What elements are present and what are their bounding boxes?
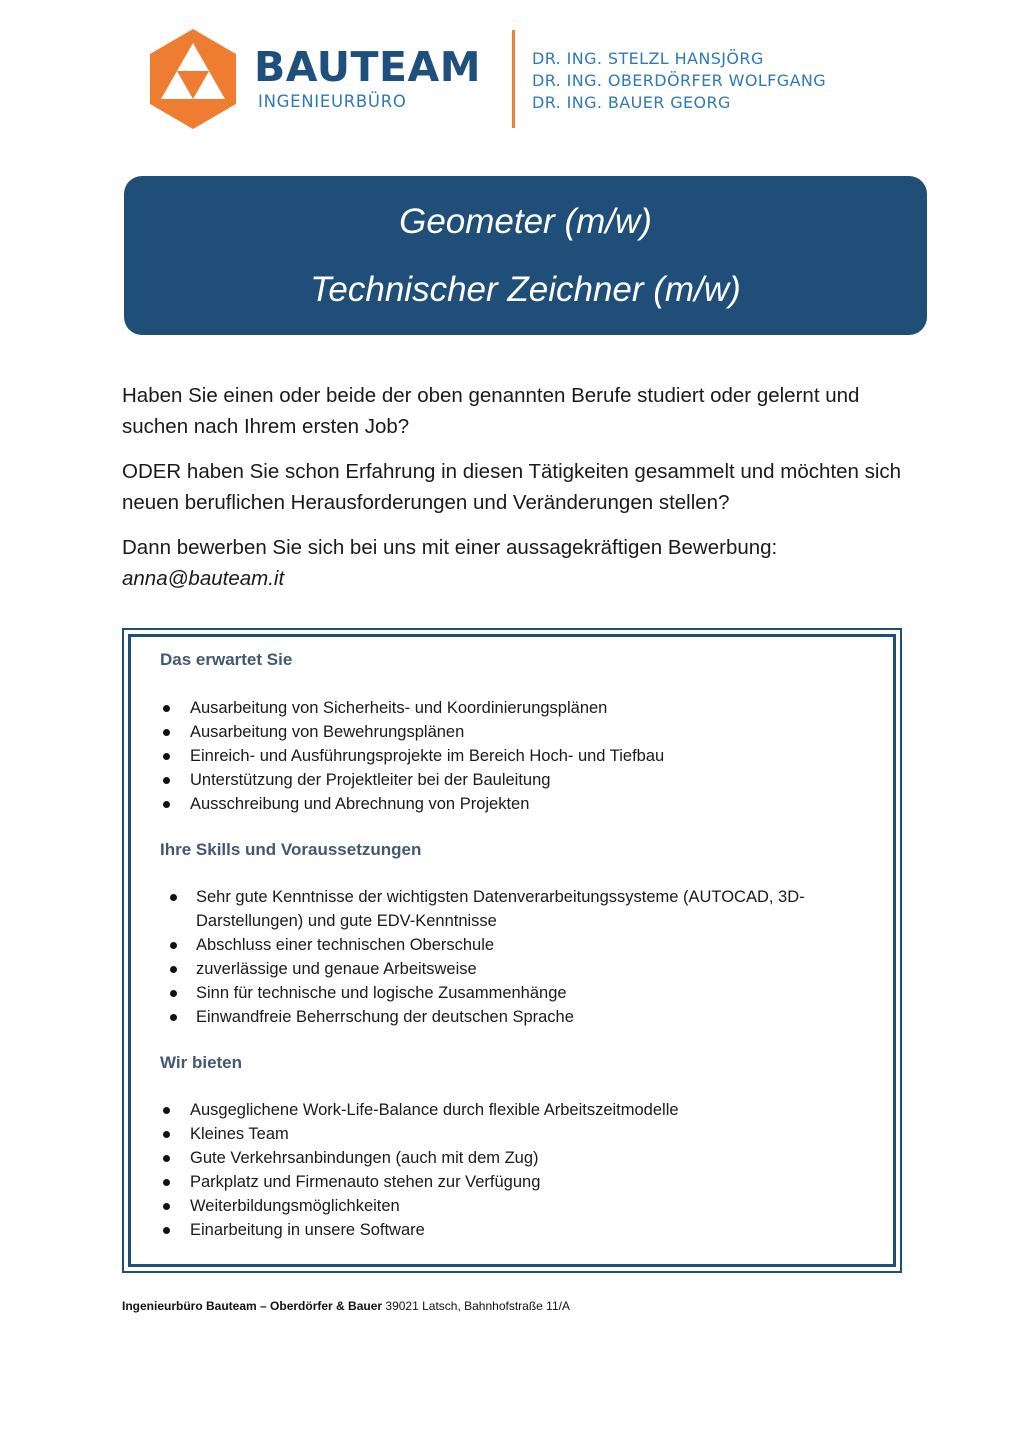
list-item: Ausgeglichene Work-Life-Balance durch flexible Arbeitszeitmodelle <box>160 1098 860 1122</box>
list-item: Kleines Team <box>160 1122 860 1146</box>
list-item: Abschluss einer technischen Oberschule <box>160 933 840 957</box>
section-heading-offer: Wir bieten <box>160 1053 243 1072</box>
list-item: Ausarbeitung von Sicherheits- und Koordinierungsplänen <box>160 696 860 720</box>
list-item: Einreich- und Ausführungsprojekte im Bereich Hoch- und Tiefbau <box>160 744 860 768</box>
section-heading-skills: Ihre Skills und Voraussetzungen <box>160 840 422 859</box>
intro-paragraph <box>122 532 922 594</box>
footer-address: 39021 Latsch, Bahnhofstraße 11/A <box>385 1299 570 1313</box>
list-item: Sinn für technische und logische Zusammenhänge <box>160 981 840 1005</box>
skills-list <box>160 885 840 1029</box>
list-item: Einwandfreie Beherrschung der deutschen Sprache <box>160 1005 840 1029</box>
partner-name: DR. ING. STELZL HANSJÖRG <box>532 49 764 68</box>
title-banner <box>124 176 927 335</box>
list-item: Sehr gute Kenntnisse der wichtigsten Datenverarbeitungssysteme (AUTOCAD, 3D-Darstellungen) und gute EDV-Kenntnisse <box>160 885 840 933</box>
brand-name: BAUTEAM <box>254 43 482 91</box>
bauteam-logo-icon <box>150 29 236 129</box>
header-divider <box>512 30 515 128</box>
email-link[interactable]: anna@bauteam.it <box>122 567 285 590</box>
section-heading-expect: Das erwartet Sie <box>160 650 293 669</box>
list-item: Einarbeitung in unsere Software <box>160 1218 860 1242</box>
partner-name: DR. ING. BAUER GEORG <box>532 93 731 112</box>
list-item: Weiterbildungsmöglichkeiten <box>160 1194 860 1218</box>
offer-list <box>160 1098 860 1242</box>
list-item: Ausschreibung und Abrechnung von Projekten <box>160 792 860 816</box>
apply-text: Dann bewerben Sie sich bei uns mit einer aussagekräftigen Bewerbung: <box>122 536 778 559</box>
expect-list <box>160 696 860 816</box>
footer <box>122 1298 570 1314</box>
list-item: Ausarbeitung von Bewehrungsplänen <box>160 720 860 744</box>
list-item: zuverlässige und genaue Arbeitsweise <box>160 957 840 981</box>
intro-paragraph: ODER haben Sie schon Erfahrung in diesen Tätigkeiten gesammelt und möchten sich neuen beruflichen Herausforderungen und Veränderungen stellen? <box>122 460 902 514</box>
job-title-zeichner: Technischer Zeichner (m/w) <box>310 270 741 309</box>
intro-text <box>122 380 922 594</box>
job-title-geometer: Geometer (m/w) <box>399 202 652 241</box>
brand-subtitle: INGENIEURBÜRO <box>258 92 407 111</box>
list-item: Gute Verkehrsanbindungen (auch mit dem Zug) <box>160 1146 860 1170</box>
list-item: Parkplatz und Firmenauto stehen zur Verfügung <box>160 1170 860 1194</box>
partner-list <box>532 48 826 114</box>
footer-company: Ingenieurbüro Bauteam – Oberdörfer & Bauer <box>122 1299 383 1313</box>
partner-name: DR. ING. OBERDÖRFER WOLFGANG <box>532 71 827 90</box>
list-item: Unterstützung der Projektleiter bei der Bauleitung <box>160 768 860 792</box>
intro-paragraph: Haben Sie einen oder beide der oben genannten Berufe studiert oder gelernt und suchen nach Ihrem ersten Job? <box>122 384 860 438</box>
